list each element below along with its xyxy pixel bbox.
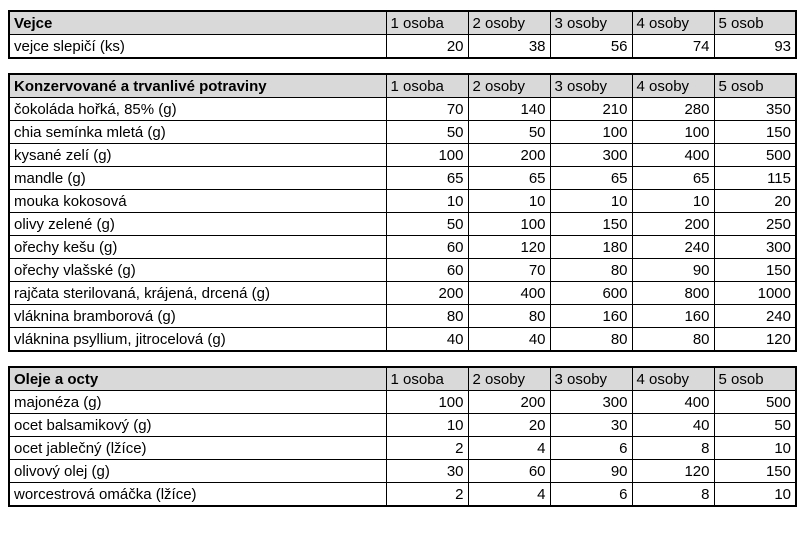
item-label: vláknina bramborová (g) [9, 305, 386, 328]
column-header-2-person: 2 osoby [468, 11, 550, 35]
item-value: 8 [632, 437, 714, 460]
item-value: 10 [714, 483, 796, 507]
item-label: vláknina psyllium, jitrocelová (g) [9, 328, 386, 352]
column-header-4-person: 4 osoby [632, 11, 714, 35]
item-value: 2 [386, 437, 468, 460]
item-value: 2 [386, 483, 468, 507]
table-row [9, 305, 796, 328]
item-value: 100 [632, 121, 714, 144]
item-value: 60 [468, 460, 550, 483]
item-value: 40 [632, 414, 714, 437]
column-header-2-person: 2 osoby [468, 367, 550, 391]
item-value: 70 [386, 98, 468, 121]
table-row [9, 460, 796, 483]
item-value: 80 [550, 259, 632, 282]
item-value: 600 [550, 282, 632, 305]
column-header-1-person: 1 osoba [386, 11, 468, 35]
item-label: vejce slepičí (ks) [9, 35, 386, 59]
item-value: 30 [386, 460, 468, 483]
item-value: 120 [714, 328, 796, 352]
item-value: 20 [468, 414, 550, 437]
item-value: 60 [386, 236, 468, 259]
section-table-2 [8, 366, 797, 507]
item-value: 400 [468, 282, 550, 305]
item-value: 350 [714, 98, 796, 121]
item-value: 120 [632, 460, 714, 483]
item-value: 65 [386, 167, 468, 190]
table-row [9, 391, 796, 414]
item-value: 50 [714, 414, 796, 437]
item-value: 100 [386, 144, 468, 167]
section-table-0 [8, 10, 797, 59]
item-value: 80 [632, 328, 714, 352]
section-header-row [9, 11, 796, 35]
item-value: 160 [550, 305, 632, 328]
item-value: 140 [468, 98, 550, 121]
item-value: 8 [632, 483, 714, 507]
item-label: ocet balsamikový (g) [9, 414, 386, 437]
item-value: 10 [386, 414, 468, 437]
item-value: 90 [550, 460, 632, 483]
item-value: 10 [386, 190, 468, 213]
item-value: 60 [386, 259, 468, 282]
item-value: 65 [550, 167, 632, 190]
item-label: mandle (g) [9, 167, 386, 190]
item-value: 280 [632, 98, 714, 121]
item-value: 50 [386, 121, 468, 144]
column-header-1-person: 1 osoba [386, 74, 468, 98]
section-header-row [9, 74, 796, 98]
table-row [9, 259, 796, 282]
item-value: 38 [468, 35, 550, 59]
item-value: 115 [714, 167, 796, 190]
item-value: 300 [550, 144, 632, 167]
item-value: 50 [468, 121, 550, 144]
item-value: 90 [632, 259, 714, 282]
item-value: 500 [714, 391, 796, 414]
table-row [9, 328, 796, 352]
table-row [9, 236, 796, 259]
column-header-3-person: 3 osoby [550, 74, 632, 98]
item-value: 210 [550, 98, 632, 121]
item-value: 800 [632, 282, 714, 305]
item-label: olivový olej (g) [9, 460, 386, 483]
item-value: 150 [550, 213, 632, 236]
item-value: 300 [550, 391, 632, 414]
item-value: 10 [468, 190, 550, 213]
item-value: 120 [468, 236, 550, 259]
column-header-4-person: 4 osoby [632, 367, 714, 391]
item-value: 300 [714, 236, 796, 259]
item-value: 150 [714, 259, 796, 282]
item-value: 500 [714, 144, 796, 167]
item-value: 400 [632, 391, 714, 414]
table-row [9, 35, 796, 59]
table-row [9, 121, 796, 144]
item-value: 40 [468, 328, 550, 352]
item-value: 200 [386, 282, 468, 305]
item-value: 250 [714, 213, 796, 236]
item-value: 160 [632, 305, 714, 328]
item-label: kysané zelí (g) [9, 144, 386, 167]
item-value: 150 [714, 460, 796, 483]
item-value: 20 [714, 190, 796, 213]
item-value: 150 [714, 121, 796, 144]
item-label: ořechy vlašské (g) [9, 259, 386, 282]
item-label: worcestrová omáčka (lžíce) [9, 483, 386, 507]
item-value: 80 [386, 305, 468, 328]
section-title: Oleje a octy [9, 367, 386, 391]
item-value: 93 [714, 35, 796, 59]
item-value: 100 [386, 391, 468, 414]
section-title: Vejce [9, 11, 386, 35]
item-value: 56 [550, 35, 632, 59]
item-value: 65 [468, 167, 550, 190]
column-header-3-person: 3 osoby [550, 367, 632, 391]
item-value: 4 [468, 483, 550, 507]
item-label: mouka kokosová [9, 190, 386, 213]
column-header-5-person: 5 osob [714, 74, 796, 98]
item-value: 65 [632, 167, 714, 190]
section-header-row [9, 367, 796, 391]
item-value: 100 [468, 213, 550, 236]
section-title: Konzervované a trvanlivé potraviny [9, 74, 386, 98]
table-row [9, 483, 796, 507]
item-value: 10 [550, 190, 632, 213]
item-value: 200 [632, 213, 714, 236]
column-header-1-person: 1 osoba [386, 367, 468, 391]
item-value: 180 [550, 236, 632, 259]
table-row [9, 190, 796, 213]
item-value: 200 [468, 144, 550, 167]
column-header-5-person: 5 osob [714, 367, 796, 391]
item-label: čokoláda hořká, 85% (g) [9, 98, 386, 121]
column-header-5-person: 5 osob [714, 11, 796, 35]
item-value: 80 [550, 328, 632, 352]
table-row [9, 414, 796, 437]
item-value: 10 [714, 437, 796, 460]
table-row [9, 437, 796, 460]
table-row [9, 167, 796, 190]
item-label: chia semínka mletá (g) [9, 121, 386, 144]
item-label: rajčata sterilovaná, krájená, drcená (g) [9, 282, 386, 305]
item-value: 30 [550, 414, 632, 437]
item-value: 200 [468, 391, 550, 414]
item-label: ocet jablečný (lžíce) [9, 437, 386, 460]
table-row [9, 98, 796, 121]
column-header-2-person: 2 osoby [468, 74, 550, 98]
item-value: 6 [550, 483, 632, 507]
item-label: majonéza (g) [9, 391, 386, 414]
item-value: 400 [632, 144, 714, 167]
item-value: 50 [386, 213, 468, 236]
table-row [9, 282, 796, 305]
item-label: ořechy kešu (g) [9, 236, 386, 259]
table-row [9, 213, 796, 236]
item-value: 100 [550, 121, 632, 144]
item-value: 240 [632, 236, 714, 259]
item-value: 70 [468, 259, 550, 282]
section-table-1 [8, 73, 797, 352]
table-row [9, 144, 796, 167]
item-value: 6 [550, 437, 632, 460]
item-value: 240 [714, 305, 796, 328]
item-value: 74 [632, 35, 714, 59]
item-value: 10 [632, 190, 714, 213]
column-header-3-person: 3 osoby [550, 11, 632, 35]
item-label: olivy zelené (g) [9, 213, 386, 236]
item-value: 1000 [714, 282, 796, 305]
item-value: 20 [386, 35, 468, 59]
item-value: 40 [386, 328, 468, 352]
column-header-4-person: 4 osoby [632, 74, 714, 98]
item-value: 80 [468, 305, 550, 328]
item-value: 4 [468, 437, 550, 460]
